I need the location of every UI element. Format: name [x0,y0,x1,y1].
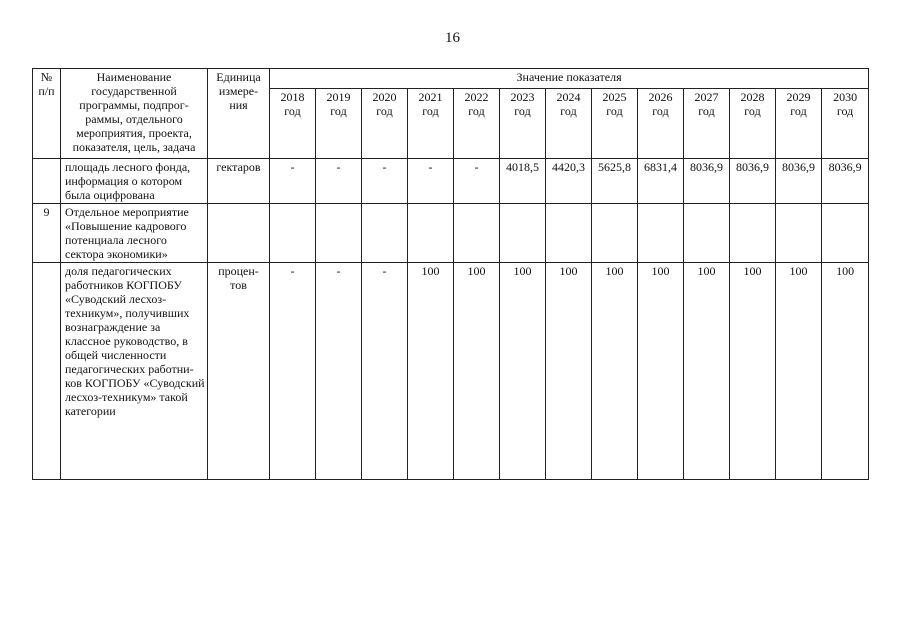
value-cell: - [270,263,316,480]
value-cell: - [408,159,454,204]
value-cell [362,204,408,263]
value-cell: 4420,3 [546,159,592,204]
value-cell: 8036,9 [684,159,730,204]
year-header: 2019 год [316,89,362,159]
value-cell: 8036,9 [822,159,869,204]
value-cell: 100 [592,263,638,480]
value-cell [546,204,592,263]
value-cell: - [362,159,408,204]
year-header: 2018 год [270,89,316,159]
indicators-table [32,68,869,480]
value-cell: 6831,4 [638,159,684,204]
value-cell: 100 [822,263,869,480]
value-cell [684,204,730,263]
year-header: 2023 год [500,89,546,159]
value-cell [454,204,500,263]
value-cell [730,204,776,263]
value-cell: 5625,8 [592,159,638,204]
value-cell: - [362,263,408,480]
value-cell: - [316,263,362,480]
year-header: 2025 год [592,89,638,159]
row-num [33,159,61,204]
value-cell: 100 [776,263,822,480]
value-cell [500,204,546,263]
value-cell [316,204,362,263]
value-cell: 100 [546,263,592,480]
value-cell: - [270,159,316,204]
value-cell: - [454,159,500,204]
header-num: № п/п [33,69,61,159]
year-header: 2030 год [822,89,869,159]
value-cell: 8036,9 [730,159,776,204]
value-cell: 100 [730,263,776,480]
year-header: 2024 год [546,89,592,159]
value-cell [822,204,869,263]
value-cell: - [316,159,362,204]
value-cell [270,204,316,263]
value-cell [776,204,822,263]
year-header: 2027 год [684,89,730,159]
row-unit [208,204,270,263]
year-header: 2026 год [638,89,684,159]
value-cell: 100 [500,263,546,480]
table-row [33,159,869,204]
value-cell: 100 [408,263,454,480]
row-unit: процен-тов [208,263,270,480]
value-cell: 4018,5 [500,159,546,204]
value-cell: 100 [454,263,500,480]
row-name: доля педагогических работников КОГПОБУ «Суводский лесхоз-техникум», получивших вознаграждение за классное руководство, в общей численности педагогических работни-ков КОГПОБУ «Суводский лесхоз-техникум» такой категории [61,263,208,480]
row-num [33,263,61,480]
header-value-group: Значение показателя [270,69,869,89]
year-header: 2029 год [776,89,822,159]
year-header: 2020 год [362,89,408,159]
page-number: 16 [445,30,460,46]
year-header: 2021 год [408,89,454,159]
row-unit: гектаров [208,159,270,204]
value-cell [638,204,684,263]
row-name: Отдельное мероприятие «Повышение кадрового потенциала лесного сектора экономики» [61,204,208,263]
value-cell: 100 [638,263,684,480]
header-unit: Единица измере-ния [208,69,270,159]
value-cell: 8036,9 [776,159,822,204]
row-name: площадь лесного фонда, информация о котором была оцифрована [61,159,208,204]
header-name: Наименование государственной программы, подпрог-раммы, отдельного мероприятия, проекта, показателя, цель, задача [61,69,208,159]
table-row [33,204,869,263]
year-header: 2028 год [730,89,776,159]
value-cell [592,204,638,263]
table-row [33,263,869,480]
row-num: 9 [33,204,61,263]
value-cell: 100 [684,263,730,480]
year-header: 2022 год [454,89,500,159]
value-cell [408,204,454,263]
